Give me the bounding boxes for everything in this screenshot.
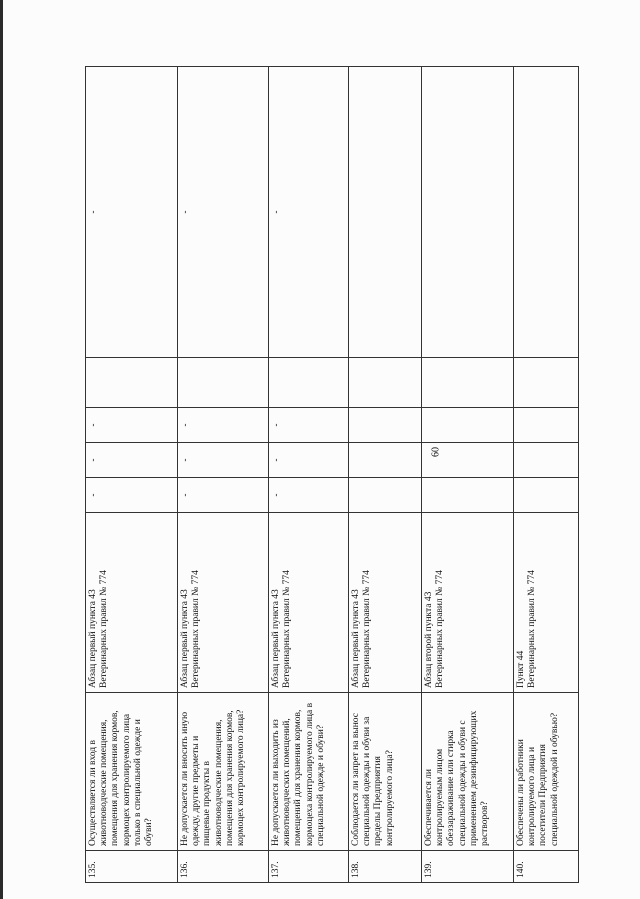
answer-yes: [514, 478, 579, 513]
answer-yes: [422, 478, 514, 513]
answer-not-applicable: [514, 408, 579, 443]
answer-note: [422, 67, 514, 358]
answer-no: -: [269, 443, 349, 478]
answer-not-applicable: [422, 408, 514, 443]
answer-note: -: [178, 67, 269, 358]
answer-not-applicable: -: [86, 408, 178, 443]
row-number: 138.: [349, 851, 422, 883]
question-text: Не допускается ли вносить иную одежду, другие предметы и пищевые продукты в животноводческие помещения, помещения для хранения кормов, кормоцех контролируемого лица?: [178, 693, 269, 851]
rotated-page: [85, 67, 578, 883]
empty-cell: [178, 358, 269, 408]
answer-note: [349, 67, 422, 358]
answer-no: [422, 443, 514, 478]
row-number: 139.: [422, 851, 514, 883]
answer-no: [349, 443, 422, 478]
answer-no: [514, 443, 579, 478]
legal-reference: Абзац первый пункта 43 Ветеринарных правил № 774: [178, 513, 269, 693]
table-row: [422, 67, 514, 883]
empty-cell: [269, 358, 349, 408]
scan-left-edge: [0, 0, 3, 899]
answer-yes: -: [269, 478, 349, 513]
legal-reference: Пункт 44 Ветеринарных правил № 774: [514, 513, 579, 693]
legal-reference: Абзац первый пункта 43 Ветеринарных правил № 774: [349, 513, 422, 693]
question-text: Обеспечены ли работники контролируемого лица и посетители Предприятия специальной одеждой и обувью?: [514, 693, 579, 851]
table-row: [514, 67, 579, 883]
question-text: Не допускается ли выходить из животноводческих помещений, помещений для хранения кормов, кормоцеха контролируемого лица в специальной одежде и обуви?: [269, 693, 349, 851]
question-text: Обеспечивается ли контролируемым лицом обеззараживание или стирка специальной одежды и обуви с применением дезинфицирующих растворов?: [422, 693, 514, 851]
legal-reference: Абзац первый пункта 43 Ветеринарных правил № 774: [86, 513, 178, 693]
answer-not-applicable: -: [178, 408, 269, 443]
answer-yes: -: [178, 478, 269, 513]
answer-not-applicable: -: [269, 408, 349, 443]
question-text: Осуществляется ли вход в животноводческие помещения, помещения для хранения кормов, кормоцех контролируемого лица только в специальной одежде и обуви?: [86, 693, 178, 851]
checklist-table: [85, 66, 579, 883]
answer-note: -: [269, 67, 349, 358]
row-number: 135.: [86, 851, 178, 883]
row-number: 137.: [269, 851, 349, 883]
legal-reference: Абзац первый пункта 43 Ветеринарных правил № 774: [269, 513, 349, 693]
table-row: [178, 67, 269, 883]
table-row: [269, 67, 349, 883]
question-text: Соблюдается ли запрет на вынос специальной одежды и обуви за пределы Предприятия контролируемого лица?: [349, 693, 422, 851]
table-row: [349, 67, 422, 883]
answer-yes: -: [86, 478, 178, 513]
empty-cell: [514, 358, 579, 408]
answer-note: -: [86, 67, 178, 358]
answer-no: -: [86, 443, 178, 478]
empty-cell: [422, 358, 514, 408]
answer-note: [514, 67, 579, 358]
row-number: 136.: [178, 851, 269, 883]
page-number: 60: [430, 447, 442, 457]
legal-reference: Абзац второй пункта 43 Ветеринарных правил № 774: [422, 513, 514, 693]
row-number: 140.: [514, 851, 579, 883]
answer-no: -: [178, 443, 269, 478]
empty-cell: [86, 358, 178, 408]
empty-cell: [349, 358, 422, 408]
answer-yes: [349, 478, 422, 513]
table-row: [86, 67, 178, 883]
answer-not-applicable: [349, 408, 422, 443]
